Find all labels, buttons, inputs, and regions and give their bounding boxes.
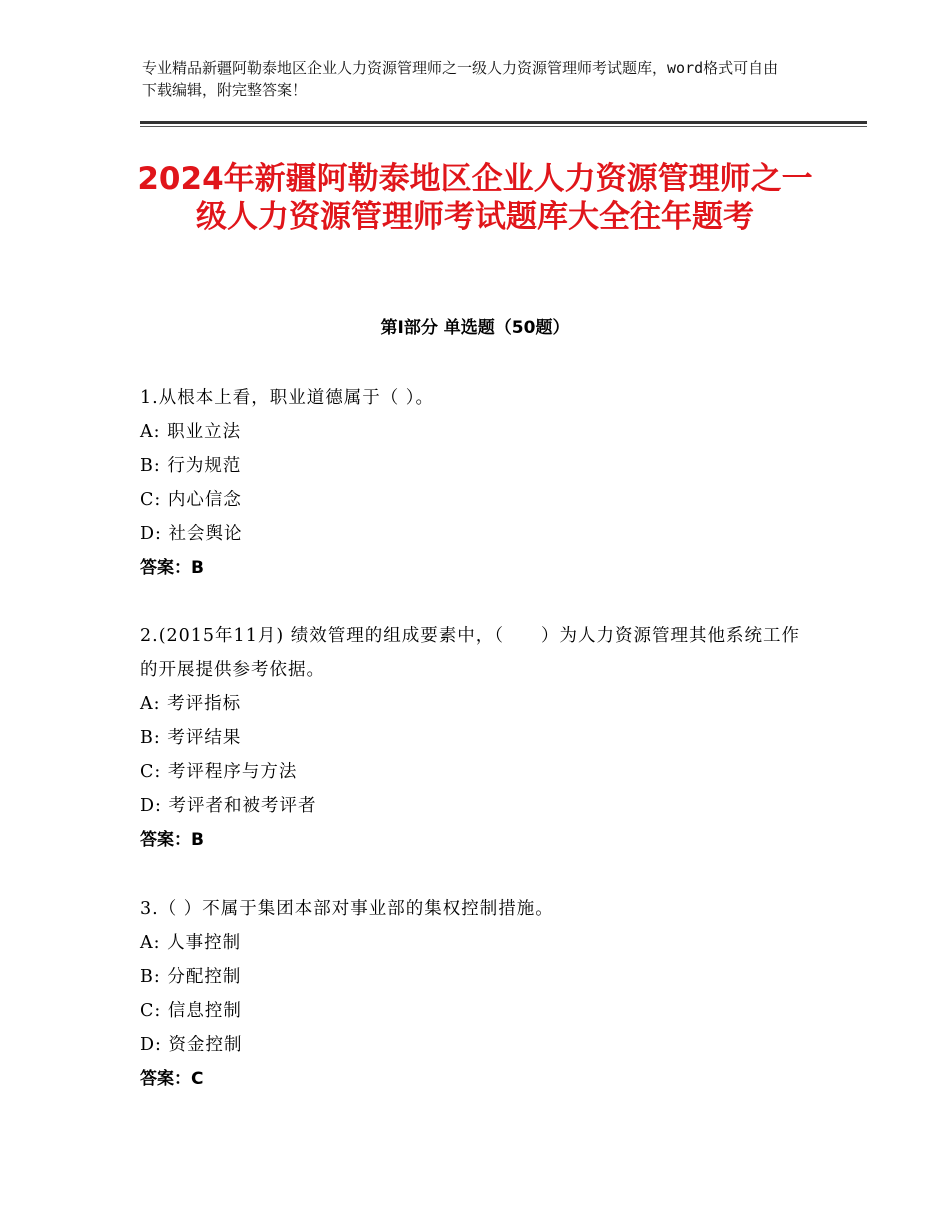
document-title: 2024年新疆阿勒泰地区企业人力资源管理师之一级人力资源管理师考试题库大全往年题考 — [137, 161, 813, 235]
question-3 — [140, 892, 820, 1096]
option-c: C: 信息控制 — [140, 1001, 242, 1021]
section-heading: 第Ⅰ部分 单选题（50题） — [380, 318, 570, 338]
question-text: 2.(2015年11月) 绩效管理的组成要素中，（ ）为人力资源管理其他系统工作的开展提供参考依据。 — [140, 626, 800, 680]
option-b: B: 考评结果 — [140, 728, 242, 748]
header-rule-thin — [140, 126, 867, 127]
answer: 答案：C — [140, 1069, 204, 1089]
option-b: B: 行为规范 — [140, 456, 242, 476]
option-a: A: 职业立法 — [140, 422, 242, 442]
question-1 — [140, 381, 820, 585]
option-c: C: 考评程序与方法 — [140, 762, 298, 782]
question-text: 1.从根本上看，职业道德属于（ ）。 — [140, 388, 435, 408]
question-text: 3.（ ）不属于集团本部对事业部的集权控制措施。 — [140, 899, 554, 919]
answer: 答案：B — [140, 830, 204, 850]
option-d: D: 考评者和被考评者 — [140, 796, 317, 816]
option-d: D: 社会舆论 — [140, 524, 243, 544]
question-2 — [140, 619, 800, 857]
answer: 答案：B — [140, 558, 204, 578]
header-note: 专业精品新疆阿勒泰地区企业人力资源管理师之一级人力资源管理师考试题库，word格式可自由下载编辑，附完整答案！ — [142, 59, 779, 99]
option-d: D: 资金控制 — [140, 1035, 243, 1055]
option-b: B: 分配控制 — [140, 967, 242, 987]
option-c: C: 内心信念 — [140, 490, 242, 510]
option-a: A: 人事控制 — [140, 933, 242, 953]
option-a: A: 考评指标 — [140, 694, 242, 714]
header-rule-thick — [140, 121, 867, 124]
